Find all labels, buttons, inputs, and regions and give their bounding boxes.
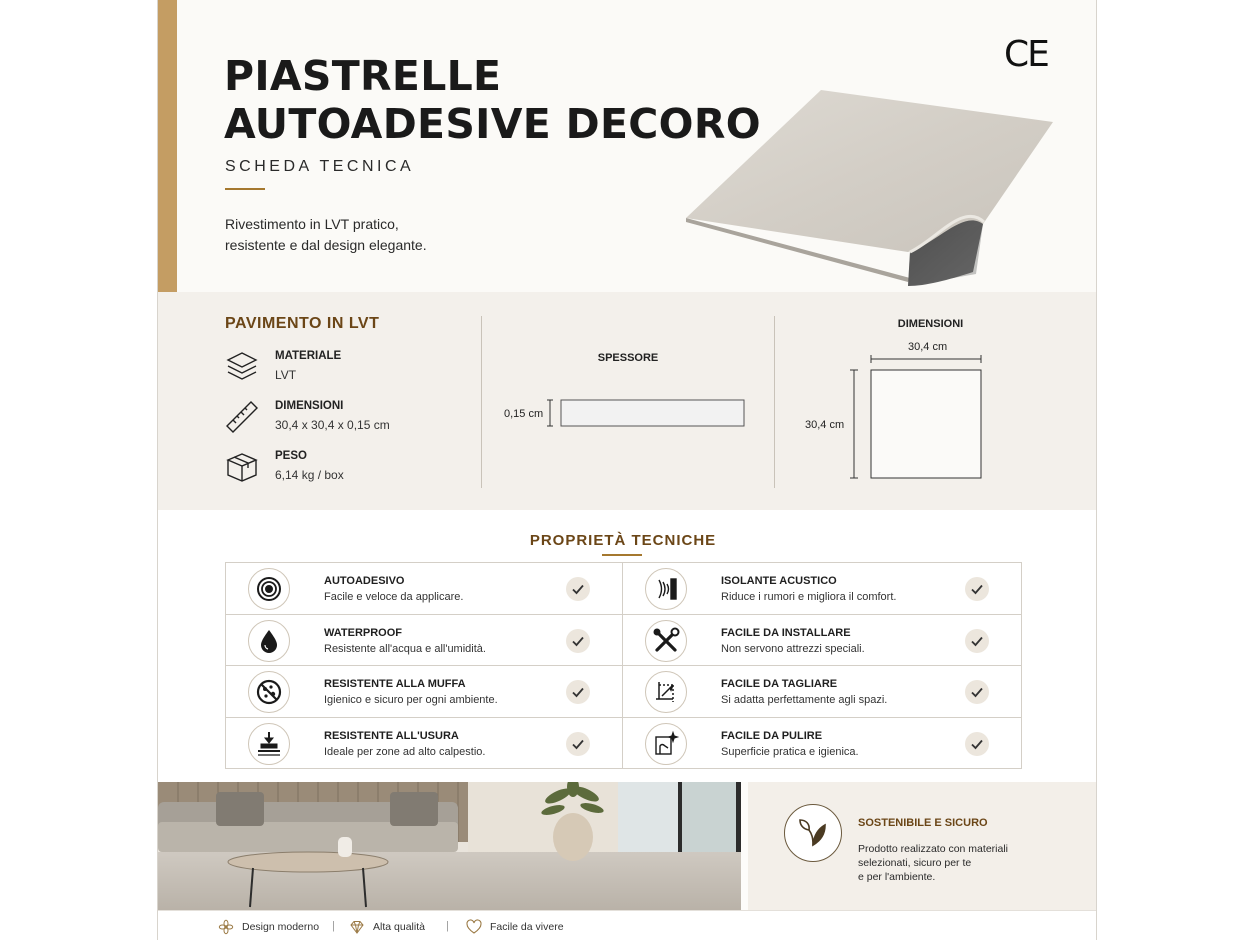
check-icon <box>566 577 590 601</box>
sustainability-title: SOSTENIBILE E SICURO <box>858 817 988 829</box>
footer-bar <box>158 910 1097 940</box>
ruler-icon <box>225 400 259 434</box>
adhesive-icon <box>248 568 290 610</box>
check-icon <box>965 629 989 653</box>
layers-icon <box>225 350 259 384</box>
spec-label: PESO <box>275 450 307 462</box>
footer-separator: | <box>446 920 449 932</box>
anti-mold-icon <box>248 671 290 713</box>
property-title: ISOLANTE ACUSTICO <box>721 575 837 587</box>
intro-line-2: resistente e dal design elegante. <box>225 237 427 253</box>
spec-value: 6,14 kg / box <box>275 468 344 482</box>
acoustic-icon <box>645 568 687 610</box>
property-description: Si adatta perfettamente agli spazi. <box>721 694 888 706</box>
footer-label: Design moderno <box>242 921 320 933</box>
property-title: FACILE DA TAGLIARE <box>721 678 838 690</box>
property-clean <box>622 718 1021 770</box>
property-install <box>622 615 1021 667</box>
property-mold <box>226 666 622 718</box>
property-title: RESISTENTE ALLA MUFFA <box>324 678 466 690</box>
property-description: Facile e veloce da applicare. <box>324 591 464 603</box>
property-acoustic <box>622 563 1021 615</box>
specs-section <box>158 292 1097 510</box>
spec-value: 30,4 x 30,4 x 0,15 cm <box>275 418 390 432</box>
property-description: Igienico e sicuro per ogni ambiente. <box>324 694 498 706</box>
intro-text <box>225 214 525 256</box>
dimension-width: 30,4 cm <box>908 341 948 353</box>
check-icon <box>965 732 989 756</box>
property-description: Ideale per zone ad alto calpestio. <box>324 745 486 758</box>
leaf-icon <box>784 804 842 862</box>
title-line-2: AUTOADESIVE DECORO <box>224 100 761 148</box>
spec-label: MATERIALE <box>275 350 342 362</box>
properties-heading: PROPRIETÀ TECNICHE <box>529 532 717 549</box>
title-line-1: PIASTRELLE <box>224 52 502 100</box>
properties-divider <box>602 554 642 556</box>
footer-separator: | <box>332 920 335 932</box>
cut-icon <box>645 671 687 713</box>
check-icon <box>566 732 590 756</box>
dimensions-title: DIMENSIONI <box>897 318 964 330</box>
footer-label: Facile da vivere <box>490 921 564 933</box>
dimensions-drawing <box>778 292 1097 510</box>
heart-icon <box>466 919 482 935</box>
wear-resistance-icon <box>248 723 290 765</box>
divider <box>774 316 775 488</box>
property-title: WATERPROOF <box>324 626 403 639</box>
title-divider <box>225 188 265 190</box>
dimensions-diagram <box>778 292 1097 510</box>
thickness-title: SPESSORE <box>597 352 659 364</box>
check-icon <box>965 577 989 601</box>
property-description: Resistente all'acqua e all'umidità. <box>324 642 486 655</box>
sustainability-text <box>858 842 1008 884</box>
property-adhesive <box>226 563 622 615</box>
flower-icon <box>218 919 234 935</box>
subtitle: SCHEDA TECNICA <box>225 158 415 175</box>
sustainability-line-3: e per l'ambiente. <box>858 871 936 883</box>
check-icon <box>965 680 989 704</box>
properties-section <box>158 510 1097 782</box>
thickness-value: 0,15 cm <box>504 408 544 420</box>
cleaning-icon <box>645 723 687 765</box>
header <box>158 0 1097 292</box>
spec-dimensions <box>225 400 475 440</box>
spec-weight <box>225 450 475 490</box>
property-description: Superficie pratica e igienica. <box>721 745 859 758</box>
property-title: FACILE DA PULIRE <box>721 729 823 742</box>
spec-label: DIMENSIONI <box>275 400 344 412</box>
property-title: AUTOADESIVO <box>324 575 405 587</box>
property-description: Riduce i rumori e migliora il comfort. <box>721 591 897 603</box>
sustainability-box <box>748 782 1097 910</box>
check-icon <box>566 680 590 704</box>
tools-icon <box>645 620 687 662</box>
property-title: FACILE DA INSTALLARE <box>721 626 851 639</box>
gold-accent-bar <box>158 0 177 292</box>
property-title: RESISTENTE ALL'USURA <box>324 729 459 742</box>
property-waterproof <box>226 615 622 667</box>
properties-grid <box>225 562 1022 769</box>
intro-line-1: Rivestimento in LVT pratico, <box>225 216 399 232</box>
diamond-icon <box>349 919 365 935</box>
dimension-height: 30,4 cm <box>805 419 845 431</box>
data-sheet <box>157 0 1097 940</box>
property-description: Non servono attrezzi speciali. <box>721 642 865 655</box>
spec-value: LVT <box>275 368 297 382</box>
footer-label: Alta qualità <box>373 921 425 933</box>
property-cut <box>622 666 1021 718</box>
divider <box>481 316 482 488</box>
water-drop-icon <box>248 620 290 662</box>
box-icon <box>225 450 259 484</box>
sustainability-line-1: Prodotto realizzato con materiali <box>858 843 1008 855</box>
ce-mark: CE <box>1004 34 1048 75</box>
sustainability-line-2: selezionati, sicuro per te <box>858 857 972 869</box>
check-icon <box>566 629 590 653</box>
thickness-diagram <box>488 292 774 510</box>
spec-material <box>225 350 475 390</box>
living-room-photo <box>158 782 741 910</box>
specs-heading: PAVIMENTO IN LVT <box>225 315 380 332</box>
property-wear <box>226 718 622 770</box>
tile-product-image <box>678 82 1058 292</box>
